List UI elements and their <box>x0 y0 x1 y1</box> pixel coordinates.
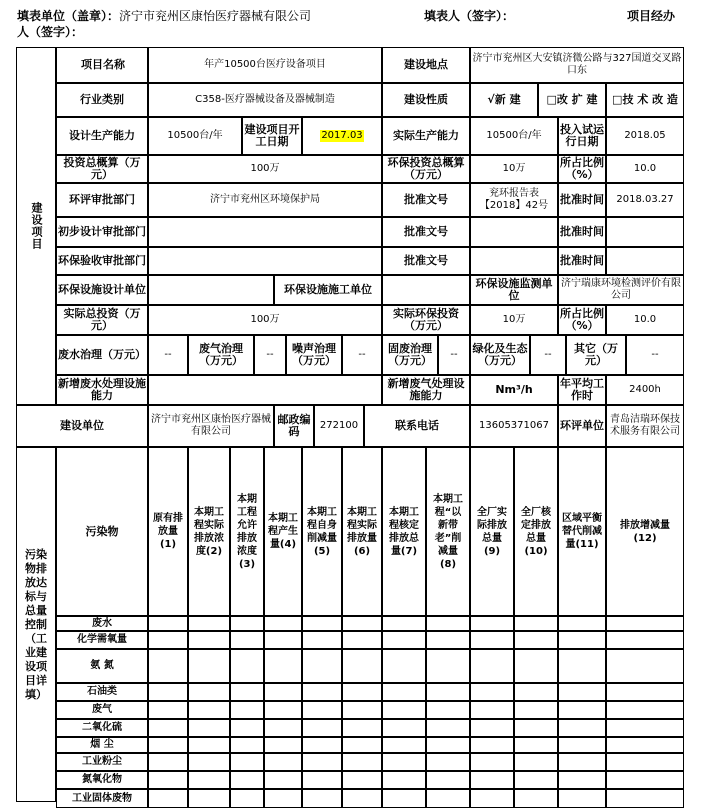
pollutant-cell <box>230 789 264 808</box>
trial-value: 2018.05 <box>606 117 684 155</box>
pollutant-cell <box>342 737 382 753</box>
pollutant-cell <box>230 701 264 719</box>
pollutant-cell <box>470 701 514 719</box>
pollutant-cell <box>188 683 230 701</box>
pollutant-cell <box>302 616 342 631</box>
new-gas-label: 新增废气处理设施能力 <box>382 375 470 405</box>
approval-no-label: 批准文号 <box>382 183 470 217</box>
pollutant-cell <box>514 771 558 789</box>
pollutant-cell <box>470 649 514 683</box>
pollutant-col-header: 原有排放量(1) <box>148 447 188 616</box>
pollutant-cell <box>470 719 514 737</box>
pollutant-cell <box>470 631 514 649</box>
nature-tech: □技 术 改 造 <box>606 83 684 117</box>
pollutant-cell <box>514 753 558 771</box>
pollutant-cell <box>302 683 342 701</box>
pollutant-cell <box>558 701 606 719</box>
water-value: -- <box>148 335 188 375</box>
pollutant-cell <box>264 737 302 753</box>
pollutant-cell <box>230 771 264 789</box>
actual-env-label: 实际环保投资（万元） <box>382 305 470 335</box>
accept-time-value <box>606 247 684 275</box>
pollutant-row-label: 氨 氮 <box>56 649 148 683</box>
pollutant-cell <box>230 649 264 683</box>
new-water-label: 新增废水处理设施能力 <box>56 375 148 405</box>
pollutant-cell <box>514 649 558 683</box>
pollutant-cell <box>342 771 382 789</box>
pollutant-cell <box>470 683 514 701</box>
pollutant-cell <box>426 649 470 683</box>
monitor-unit-label: 环保设施监测单位 <box>470 275 558 305</box>
unit-line <box>17 9 311 23</box>
pollutant-cell <box>148 789 188 808</box>
start-date-cell <box>302 117 382 155</box>
eia-dept-label: 环评审批部门 <box>56 183 148 217</box>
pollutant-cell <box>606 789 684 808</box>
green-value: -- <box>530 335 566 375</box>
pollutant-row-label: 废水 <box>56 616 148 631</box>
pollutant-cell <box>514 616 558 631</box>
pollutant-row-label: 氮氧化物 <box>56 771 148 789</box>
pollutant-cell <box>148 649 188 683</box>
pollutant-cell <box>148 719 188 737</box>
location-value: 济宁市兖州区大安镇济微公路与327国道交叉路口东 <box>470 47 684 83</box>
eia-unit-value: 青岛洁瑞环保技术服务有限公司 <box>606 405 684 447</box>
pollutant-cell <box>188 701 230 719</box>
pollutant-cell <box>470 616 514 631</box>
pollutant-row-label: 化学需氧量 <box>56 631 148 649</box>
pollutant-cell <box>342 701 382 719</box>
accept-time-label: 批准时间 <box>558 247 606 275</box>
pollutant-cell <box>426 771 470 789</box>
pollutant-cell <box>230 616 264 631</box>
filler-label: 填表人（签字）： <box>424 9 515 23</box>
eia-unit-label: 环评单位 <box>558 405 606 447</box>
pollutant-cell <box>470 737 514 753</box>
pollutant-cell <box>264 683 302 701</box>
pollutant-cell <box>558 616 606 631</box>
new-water-value <box>148 375 382 405</box>
pollutant-cell <box>606 701 684 719</box>
pollutant-cell <box>302 649 342 683</box>
pollutant-cell <box>558 737 606 753</box>
builder-value: 济宁市兖州区康怡医疗器械有限公司 <box>148 405 274 447</box>
pollutant-cell <box>264 649 302 683</box>
pollutant-cell <box>514 631 558 649</box>
pollutant-cell <box>470 771 514 789</box>
industry-label: 行业类别 <box>56 83 148 117</box>
pollutant-row-label: 废气 <box>56 701 148 719</box>
pollutant-cell <box>606 631 684 649</box>
report-table <box>17 48 685 803</box>
pollutant-cell <box>606 719 684 737</box>
pollutant-cell <box>382 771 426 789</box>
construct-unit-label: 环保设施施工单位 <box>274 275 382 305</box>
pollutant-cell <box>148 683 188 701</box>
hours-value: 2400h <box>606 375 684 405</box>
solid-label: 固废治理（万元） <box>382 335 438 375</box>
pollutant-col-header: 本期工程产生量(4) <box>264 447 302 616</box>
pollutant-cell <box>148 631 188 649</box>
gas-value: -- <box>254 335 286 375</box>
hours-label: 年平均工作时 <box>558 375 606 405</box>
pollutant-cell <box>264 631 302 649</box>
pollutant-row-label: 工业粉尘 <box>56 753 148 771</box>
nature-label: 建设性质 <box>382 83 470 117</box>
pollutant-cell <box>302 771 342 789</box>
new-gas-unit: Nm³/h <box>470 375 558 405</box>
pollutant-col-header: 本期工程“以新带老”削减量(8) <box>426 447 470 616</box>
pollutant-cell <box>264 753 302 771</box>
ratio-label: 所占比例（%） <box>560 156 604 181</box>
actual-cap-value: 10500台/年 <box>470 117 558 155</box>
trial-label: 投入试运行日期 <box>558 117 606 155</box>
pollutant-cell <box>342 649 382 683</box>
pollutant-cell <box>264 616 302 631</box>
pollutant-cell <box>514 737 558 753</box>
manager-label-cont: 人（签字）： <box>17 25 84 39</box>
pollutant-cell <box>426 737 470 753</box>
pollutant-cell <box>230 683 264 701</box>
prelim-dept-value <box>148 217 382 247</box>
approval-time-value: 2018.03.27 <box>606 183 684 217</box>
gas-label: 废气治理（万元） <box>188 335 254 375</box>
pollutant-col-header: 本期工程实际排放浓度(2) <box>188 447 230 616</box>
pollutant-cell <box>514 701 558 719</box>
pollutant-cell <box>514 683 558 701</box>
actual-env-value: 10万 <box>470 305 558 335</box>
pollutant-cell <box>230 753 264 771</box>
pollutant-cell <box>514 719 558 737</box>
pollutant-cell <box>302 753 342 771</box>
pollutant-row-label: 烟 尘 <box>56 737 148 753</box>
pollutant-cell <box>382 649 426 683</box>
pollutant-cell <box>606 616 684 631</box>
pollutant-col-header: 本期工程自身削减量(5) <box>302 447 342 616</box>
pollutant-cell <box>558 649 606 683</box>
design-cap-value: 10500台/年 <box>148 117 242 155</box>
location-label: 建设地点 <box>382 47 470 83</box>
post-label: 邮政编码 <box>274 405 314 447</box>
prelim-no-value <box>470 217 558 247</box>
unit-value: 济宁市兖州区康怡医疗器械有限公司 <box>119 9 312 23</box>
name-label: 项目名称 <box>56 47 148 83</box>
prelim-no-label: 批准文号 <box>382 217 470 247</box>
noise-value: -- <box>342 335 382 375</box>
pollutant-cell <box>342 789 382 808</box>
ratio-value: 10.0 <box>606 155 684 183</box>
pollutant-cell <box>558 631 606 649</box>
section-construction: 建设项目 <box>16 47 56 405</box>
actual-cap-label: 实际生产能力 <box>382 117 470 155</box>
pollutant-cell <box>264 771 302 789</box>
eia-dept-value: 济宁市兖州区环境保护局 <box>148 183 382 217</box>
pollutant-col-header: 本期工程核定排放总量(7) <box>382 447 426 616</box>
env-invest-label: 环保投资总概算（万元） <box>382 155 470 183</box>
other-value: -- <box>626 335 684 375</box>
pollutant-cell <box>382 753 426 771</box>
nature-new: √新 建 <box>470 83 538 117</box>
pollutant-cell <box>558 771 606 789</box>
pollutant-col-header: 全厂实际排放总量(9) <box>470 447 514 616</box>
solid-value: -- <box>438 335 470 375</box>
pollutant-cell <box>188 753 230 771</box>
pollutant-cell <box>342 753 382 771</box>
pollutant-cell <box>230 631 264 649</box>
pollutant-cell <box>558 683 606 701</box>
phone-value: 13605371067 <box>470 405 558 447</box>
design-unit-value <box>148 275 274 305</box>
section-pollution: 污染物排放达标与总量控制（工业建设项目详填） <box>16 447 56 802</box>
pollutant-cell <box>302 631 342 649</box>
pollutant-cell <box>382 789 426 808</box>
start-date-label: 建设项目开工日期 <box>242 117 302 155</box>
pollutant-cell <box>342 616 382 631</box>
pollutant-cell <box>382 719 426 737</box>
pollutant-cell <box>470 789 514 808</box>
pollutant-cell <box>426 753 470 771</box>
actual-ratio-label: 所占比例（%） <box>558 305 606 335</box>
approval-time-label: 批准时间 <box>558 183 606 217</box>
pollutant-cell <box>426 701 470 719</box>
pollutant-cell <box>606 683 684 701</box>
invest-label: 投资总概算（万元） <box>56 155 148 183</box>
builder-label: 建设单位 <box>16 405 148 447</box>
pollutant-cell <box>382 737 426 753</box>
monitor-unit-value: 济宁瑞康环境检测评价有限公司 <box>558 275 684 305</box>
prelim-time-value <box>606 217 684 247</box>
pollutant-col-header: 排放增减量(12) <box>606 447 684 616</box>
industry-value: C358-医疗器械设备及器械制造 <box>148 83 382 117</box>
pollutant-row-label: 工业固体废物 <box>56 789 148 808</box>
pollutant-col-header: 本期工程实际排放量(6) <box>342 447 382 616</box>
pollutant-cell <box>382 616 426 631</box>
construct-unit-value <box>382 275 470 305</box>
pollutant-cell <box>342 631 382 649</box>
noise-label: 噪声治理（万元） <box>286 335 342 375</box>
pollutant-cell <box>148 737 188 753</box>
start-date-value: 2017.03 <box>321 130 363 141</box>
accept-no-label: 批准文号 <box>382 247 470 275</box>
pollutant-cell <box>188 771 230 789</box>
pollutant-cell <box>148 771 188 789</box>
pollutant-cell <box>426 683 470 701</box>
design-cap-label: 设计生产能力 <box>56 117 148 155</box>
pollutant-cell <box>302 701 342 719</box>
prelim-time-label: 批准时间 <box>558 217 606 247</box>
pollutant-cell <box>230 737 264 753</box>
pollutant-cell <box>302 719 342 737</box>
pollutant-col-header: 区域平衡替代削减量(11) <box>558 447 606 616</box>
green-label: 绿化及生态（万元） <box>470 335 530 375</box>
approval-no-value: 兖环报告表【2018】42号 <box>470 183 558 217</box>
pollutant-cell <box>382 683 426 701</box>
actual-ratio-value: 10.0 <box>606 305 684 335</box>
pollutant-cell <box>188 649 230 683</box>
pollutant-cell <box>264 701 302 719</box>
pollutant-cell <box>382 701 426 719</box>
pollutant-cell <box>558 719 606 737</box>
actual-invest-label: 实际总投资（万元） <box>56 305 148 335</box>
pollutant-cell <box>188 631 230 649</box>
prelim-label: 初步设计审批部门 <box>56 217 148 247</box>
pollutant-cell <box>470 753 514 771</box>
pollutant-cell <box>264 789 302 808</box>
pollutant-col-header: 全厂核定排放总量(10) <box>514 447 558 616</box>
pollutant-cell <box>606 649 684 683</box>
nature-expand: □改 扩 建 <box>538 83 606 117</box>
pollutant-cell <box>558 753 606 771</box>
pollutant-cell <box>230 719 264 737</box>
pollutant-cell <box>302 789 342 808</box>
pollutant-col-header: 本期工程允许排放浓度(3) <box>230 447 264 616</box>
accept-label: 环保验收审批部门 <box>56 247 148 275</box>
pollutant-cell <box>342 683 382 701</box>
actual-invest-value: 100万 <box>148 305 382 335</box>
water-label: 废水治理（万元） <box>56 335 148 375</box>
pollutant-row-label: 二氧化硫 <box>56 719 148 737</box>
pollutant-cell <box>188 789 230 808</box>
unit-label: 填表单位（盖章）： <box>17 9 120 23</box>
env-invest-value: 10万 <box>470 155 558 183</box>
pollutant-cell <box>426 631 470 649</box>
other-label: 其它（万元） <box>566 335 626 375</box>
pollutant-cell <box>302 737 342 753</box>
pollutant-cell <box>264 719 302 737</box>
pollutant-cell <box>188 719 230 737</box>
pollutant-cell <box>426 719 470 737</box>
pollutant-cell <box>514 789 558 808</box>
pollutant-cell <box>188 616 230 631</box>
phone-label: 联系电话 <box>364 405 470 447</box>
name-value: 年产10500台医疗设备项目 <box>148 47 382 83</box>
post-value: 272100 <box>314 405 364 447</box>
pollutant-cell <box>558 789 606 808</box>
pollutant-cell <box>606 753 684 771</box>
pollutant-cell <box>342 719 382 737</box>
pollutant-cell <box>188 737 230 753</box>
pollutant-cell <box>426 616 470 631</box>
pollutant-cell <box>148 616 188 631</box>
pollutant-cell <box>606 771 684 789</box>
pollutant-row-label: 石油类 <box>56 683 148 701</box>
pollutant-cell <box>382 631 426 649</box>
pollutant-header: 污染物 <box>56 447 148 616</box>
pollutant-cell <box>606 737 684 753</box>
accept-dept-value <box>148 247 382 275</box>
invest-value: 100万 <box>148 155 382 183</box>
pollutant-cell <box>148 701 188 719</box>
pollutant-cell <box>148 753 188 771</box>
design-unit-label: 环保设施设计单位 <box>56 275 148 305</box>
manager-label: 项目经办 <box>627 9 676 23</box>
accept-no-value <box>470 247 558 275</box>
pollutant-cell <box>426 789 470 808</box>
